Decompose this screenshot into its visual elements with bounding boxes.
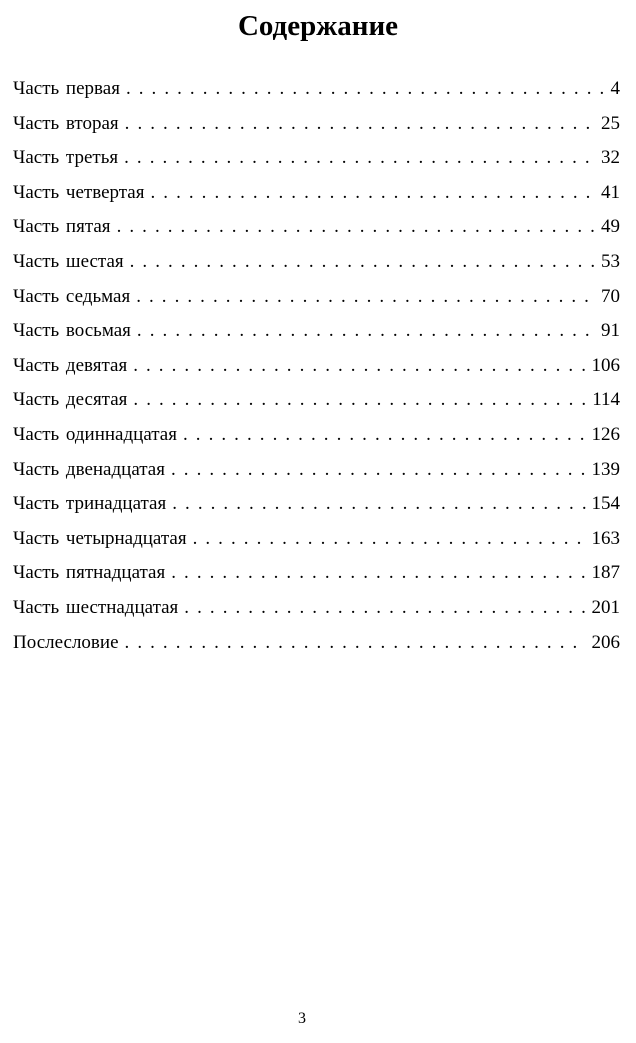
dot-leader (133, 383, 586, 418)
toc-entry[interactable] (13, 107, 620, 142)
toc-entry-label: Часть шестая (13, 250, 124, 272)
toc-entry-page: 154 (591, 493, 620, 515)
toc-entry-page: 53 (601, 250, 620, 272)
toc-entry-label: Послесловие (13, 631, 119, 653)
toc-entry-label: Часть шестнадцатая (13, 596, 179, 618)
toc-entry[interactable] (13, 176, 620, 211)
toc-entry[interactable] (13, 141, 620, 176)
dot-leader (124, 141, 595, 176)
toc-entry-label: Часть четвертая (13, 181, 145, 203)
dot-leader (137, 314, 595, 349)
dot-leader (171, 453, 586, 488)
dot-leader (117, 210, 595, 245)
dot-leader (184, 591, 585, 626)
toc-entry[interactable] (13, 280, 620, 315)
toc-entry-label: Часть восьмая (13, 320, 131, 342)
toc-entry-page: 126 (591, 423, 620, 445)
dot-leader (125, 626, 586, 661)
toc-entry[interactable] (13, 591, 620, 626)
toc-entry[interactable] (13, 383, 620, 418)
dot-leader (183, 418, 586, 453)
page-number: 3 (298, 1010, 306, 1027)
toc-entry-label: Часть тринадцатая (13, 493, 167, 515)
toc-entry-page: 139 (591, 458, 620, 480)
toc-entry-label: Часть первая (13, 78, 120, 99)
dot-leader (130, 245, 595, 280)
table-of-contents (13, 72, 620, 660)
toc-entry-page: 206 (591, 631, 620, 653)
toc-entry[interactable] (13, 349, 620, 384)
toc-entry-page: 25 (601, 112, 620, 134)
toc-entry-label: Часть третья (13, 147, 119, 169)
toc-entry[interactable] (13, 314, 620, 349)
dot-leader (172, 487, 585, 522)
dot-leader (126, 72, 605, 107)
dot-leader (171, 556, 585, 591)
toc-entry-page: 41 (601, 181, 620, 203)
toc-entry-label: Часть пятая (13, 216, 111, 238)
toc-entry-label: Часть одиннадцатая (13, 423, 177, 445)
toc-entry-page: 32 (601, 147, 620, 169)
toc-entry-label: Часть десятая (13, 389, 128, 411)
toc-entry-page: 201 (591, 596, 620, 618)
toc-entry-label: Часть седьмая (13, 285, 131, 307)
toc-entry-page: 114 (592, 389, 620, 411)
toc-entry[interactable] (13, 210, 620, 245)
dot-leader (193, 522, 586, 557)
toc-entry-page: 187 (591, 562, 620, 584)
toc-entry[interactable] (13, 522, 620, 557)
toc-entry-page: 4 (610, 78, 620, 99)
toc-entry[interactable] (13, 487, 620, 522)
dot-leader (133, 349, 585, 384)
toc-entry-label: Часть двенадцатая (13, 458, 165, 480)
toc-entry-label: Часть вторая (13, 112, 119, 134)
toc-entry-page: 106 (591, 354, 620, 376)
toc-entry-page: 163 (591, 527, 620, 549)
dot-leader (136, 280, 595, 315)
dot-leader (150, 176, 595, 211)
dot-leader (125, 107, 595, 142)
toc-entry[interactable] (13, 556, 620, 591)
toc-entry-page: 70 (601, 285, 620, 307)
toc-entry-label: Часть девятая (13, 354, 128, 376)
toc-entry[interactable] (13, 245, 620, 280)
page-title: Содержание (237, 10, 399, 42)
toc-entry-page: 49 (601, 216, 620, 238)
toc-entry[interactable] (13, 418, 620, 453)
toc-entry-label: Часть пятнадцатая (13, 562, 166, 584)
toc-entry-label: Часть четырнадцатая (13, 527, 187, 549)
toc-entry[interactable] (13, 72, 620, 107)
toc-entry[interactable] (13, 453, 620, 488)
toc-entry-page: 91 (601, 320, 620, 342)
toc-entry[interactable] (13, 626, 620, 661)
